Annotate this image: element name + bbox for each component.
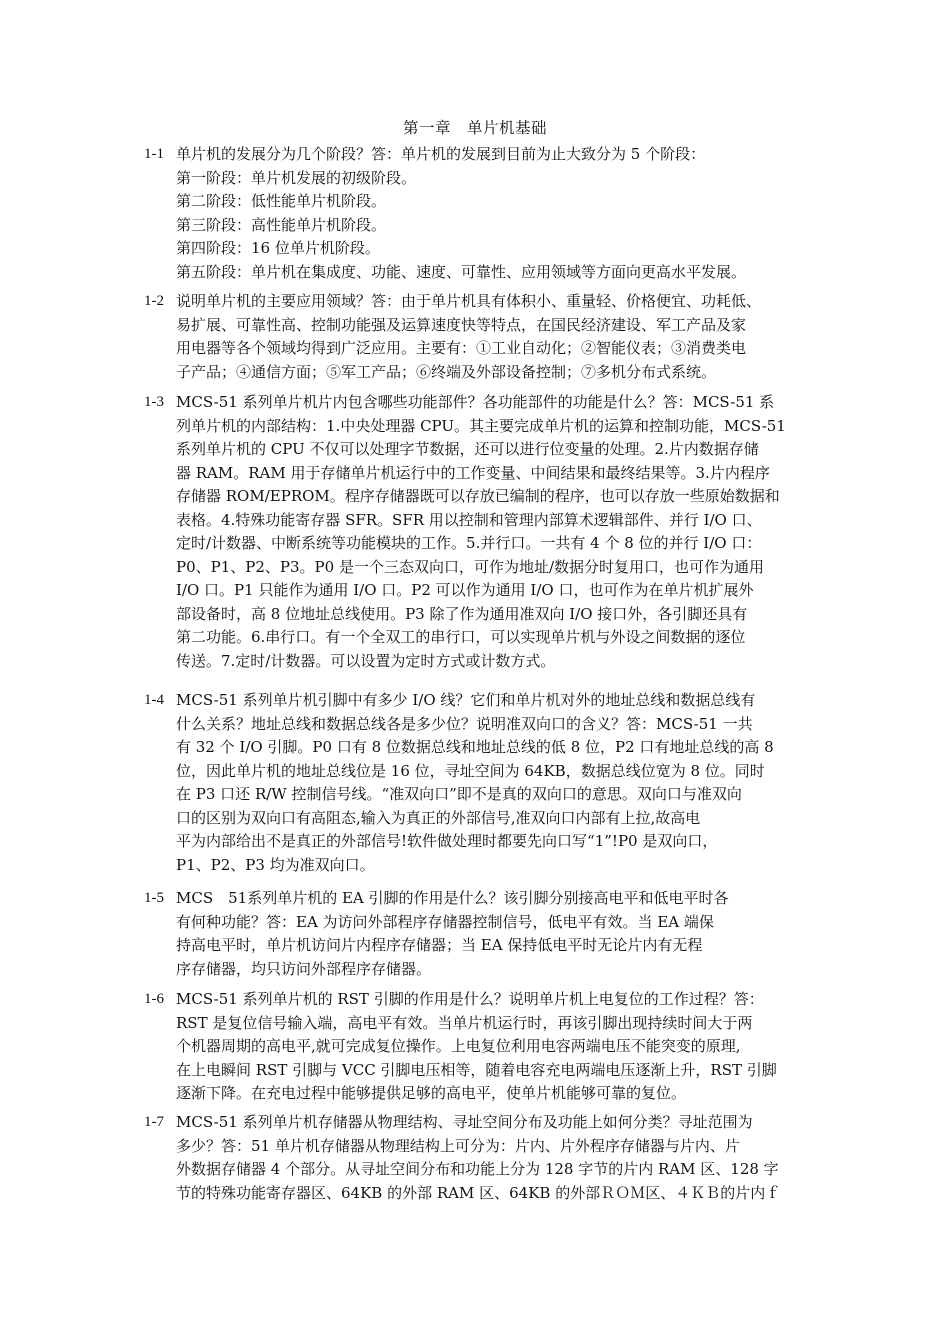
question-number: 1-1	[144, 146, 164, 162]
text-line: I/O 口。P1 只能作为通用 I/O 口。P2 可以作为通用 I/O 口，也可作为在单片机扩展外	[176, 581, 754, 599]
text-line: MCS 51系列单片机的 EA 引脚的作用是什么？该引脚分别接高电平和低电平时各	[176, 889, 729, 907]
question-1-1	[144, 143, 814, 284]
text-line: 第五阶段：单片机在集成度、功能、速度、可靠性、应用领域等方面向更高水平发展。	[176, 262, 747, 281]
text-line: 有何种功能？答：EA 为访问外部程序存储器控制信号，低电平有效。当 EA 端保	[176, 912, 714, 931]
text-line: 系列单片机的 CPU 不仅可以处理字节数据，还可以进行位变量的处理。2.片内数据存储	[176, 440, 759, 458]
text-line: 第三阶段：高性能单片机阶段。	[176, 215, 387, 234]
text-line: 序存储器，均只访问外部程序存储器。	[176, 959, 432, 978]
text-line: 在 P3 口还 R/W 控制信号线。“准双向口”即不是真的双向口的意思。双向口与准双向	[176, 785, 742, 803]
chapter-title: 第一章 单片机基础	[402, 119, 547, 137]
text-line: 说明单片机的主要应用领域？答：由于单片机具有体积小、重量轻、价格便宜、功耗低、	[176, 292, 762, 310]
text-line: 外数据存储器 4 个部分。从寻址空间分布和功能上分为 128 字节的片内 RAM 区、128 字	[176, 1160, 779, 1178]
text-line: 用电器等各个领域均得到广泛应用。主要有：①工业自动化；②智能仪表；③消费类电	[176, 339, 747, 357]
text-line: 单片机的发展分为几个阶段？答：单片机的发展到目前为止大致分为 5 个阶段：	[176, 145, 706, 163]
text-line: 定时/计数器、中断系统等功能模块的工作。5.并行口。一共有 4 个 8 位的并行 I/O 口：	[176, 534, 762, 552]
text-line: 第四阶段：16 位单片机阶段。	[176, 239, 380, 257]
text-line: 个机器周期的高电平,就可完成复位操作。上电复位利用电容两端电压不能突变的原理,	[176, 1037, 741, 1055]
text-line: 第一阶段：单片机发展的初级阶段。	[176, 168, 417, 187]
text-line: 易扩展、可靠性高、控制功能强及运算速度快等特点，在国民经济建设、军工产品及家	[176, 315, 747, 334]
question-1-2	[144, 290, 814, 384]
question-1-6	[144, 988, 814, 1106]
text-line: 持高电平时，单片机访问片内程序存储器；当 EA 保持低电平时无论片内有无程	[176, 936, 703, 954]
text-line: 存储器 ROM/EPROM。程序存储器既可以存放已编制的程序，也可以存放一些原始数据和	[176, 487, 780, 505]
text-line: 第二功能。6.串行口。有一个全双工的串行口，可以实现单片机与外设之间数据的逐位	[176, 628, 746, 646]
text-line: 口的区别为双向口有高阻态,输入为真正的外部信号,准双向口内部有上拉,故高电	[176, 808, 701, 827]
text-line: 第二阶段：低性能单片机阶段。	[176, 192, 387, 210]
question-number: 1-5	[144, 890, 164, 906]
question-1-3	[144, 391, 814, 673]
question-number: 1-4	[144, 692, 164, 708]
question-number: 1-3	[144, 394, 164, 410]
text-line: 表格。4.特殊功能寄存器 SFR。SFR 用以控制和管理内部算术逻辑部件、并行 I/O 口、	[176, 510, 762, 529]
question-1-7	[144, 1111, 814, 1205]
text-line: 传送。7.定时/计数器。可以设置为定时方式或计数方式。	[176, 651, 556, 670]
text-line: 逐渐下降。在充电过程中能够提供足够的高电平，使单片机能够可靠的复位。	[176, 1084, 687, 1102]
text-line: RST 是复位信号输入端，高电平有效。当单片机运行时，再该引脚出现持续时间大于两	[176, 1013, 753, 1032]
text-line: MCS-51 系列单片机片内包含哪些功能部件？各功能部件的功能是什么？答：MCS-51 系	[176, 393, 775, 411]
text-line: 子产品；④通信方面；⑤军工产品；⑥终端及外部设备控制；⑦多机分布式系统。	[176, 362, 717, 381]
question-1-4	[144, 689, 814, 877]
text-line: MCS-51 系列单片机存储器从物理结构、寻址空间分布及功能上如何分类？寻址范围为	[176, 1113, 753, 1131]
text-line: MCS-51 系列单片机的 RST 引脚的作用是什么？说明单片机上电复位的工作过程？答：	[176, 990, 764, 1008]
text-line: 有 32 个 I/O 引脚。P0 口有 8 位数据总线和地址总线的低 8 位，P2 口有地址总线的高 8	[176, 738, 774, 756]
text-line: P1、P2、P3 均为准双向口。	[176, 855, 375, 874]
text-line: MCS-51 系列单片机引脚中有多少 I/O 线？它们和单片机对外的地址总线和数据总线有	[176, 691, 756, 709]
question-number: 1-2	[144, 293, 164, 309]
text-line: 器 RAM。RAM 用于存储单片机运行中的工作变量、中间结果和最终结果等。3.片内程序	[176, 463, 770, 482]
question-number: 1-7	[144, 1114, 164, 1130]
text-line: 位，因此单片机的地址总线位是 16 位，寻址空间为 64KB，数据总线位宽为 8 位。同时	[176, 761, 765, 780]
question-1-5	[144, 887, 814, 981]
text-line: 列单片机的内部结构：1.中央处理器 CPU。其主要完成单片机的运算和控制功能，MCS-51	[176, 416, 786, 435]
text-line: 在上电瞬间 RST 引脚与 VCC 引脚电压相等，随着电容充电两端电压逐渐上升，RST 引脚	[176, 1060, 777, 1079]
text-line: 多少？答：51 单片机存储器从物理结构上可分为：片内、片外程序存储器与片内、片	[176, 1136, 740, 1155]
text-line: 部设备时，高 8 位地址总线使用。P3 除了作为通用准双向 I/O 接口外，各引脚还具有	[176, 604, 748, 623]
question-number: 1-6	[144, 991, 164, 1007]
text-line: 平为内部给出不是真正的外部信号!软件做处理时都要先向口写“1”!P0 是双向口，	[176, 832, 718, 850]
text-line: 什么关系？地址总线和数据总线各是多少位？说明准双向口的含义？答：MCS-51 一共	[176, 714, 753, 733]
text-line: P0、P1、P2、P3。P0 是一个三态双向口，可作为地址/数据分时复用口，也可作为通用	[176, 557, 765, 576]
text-line: 节的特殊功能寄存器区、64KB 的外部 RAM 区、64KB 的外部ＲＯＭ区、４ＫＢ的片内ｆ	[176, 1183, 781, 1202]
